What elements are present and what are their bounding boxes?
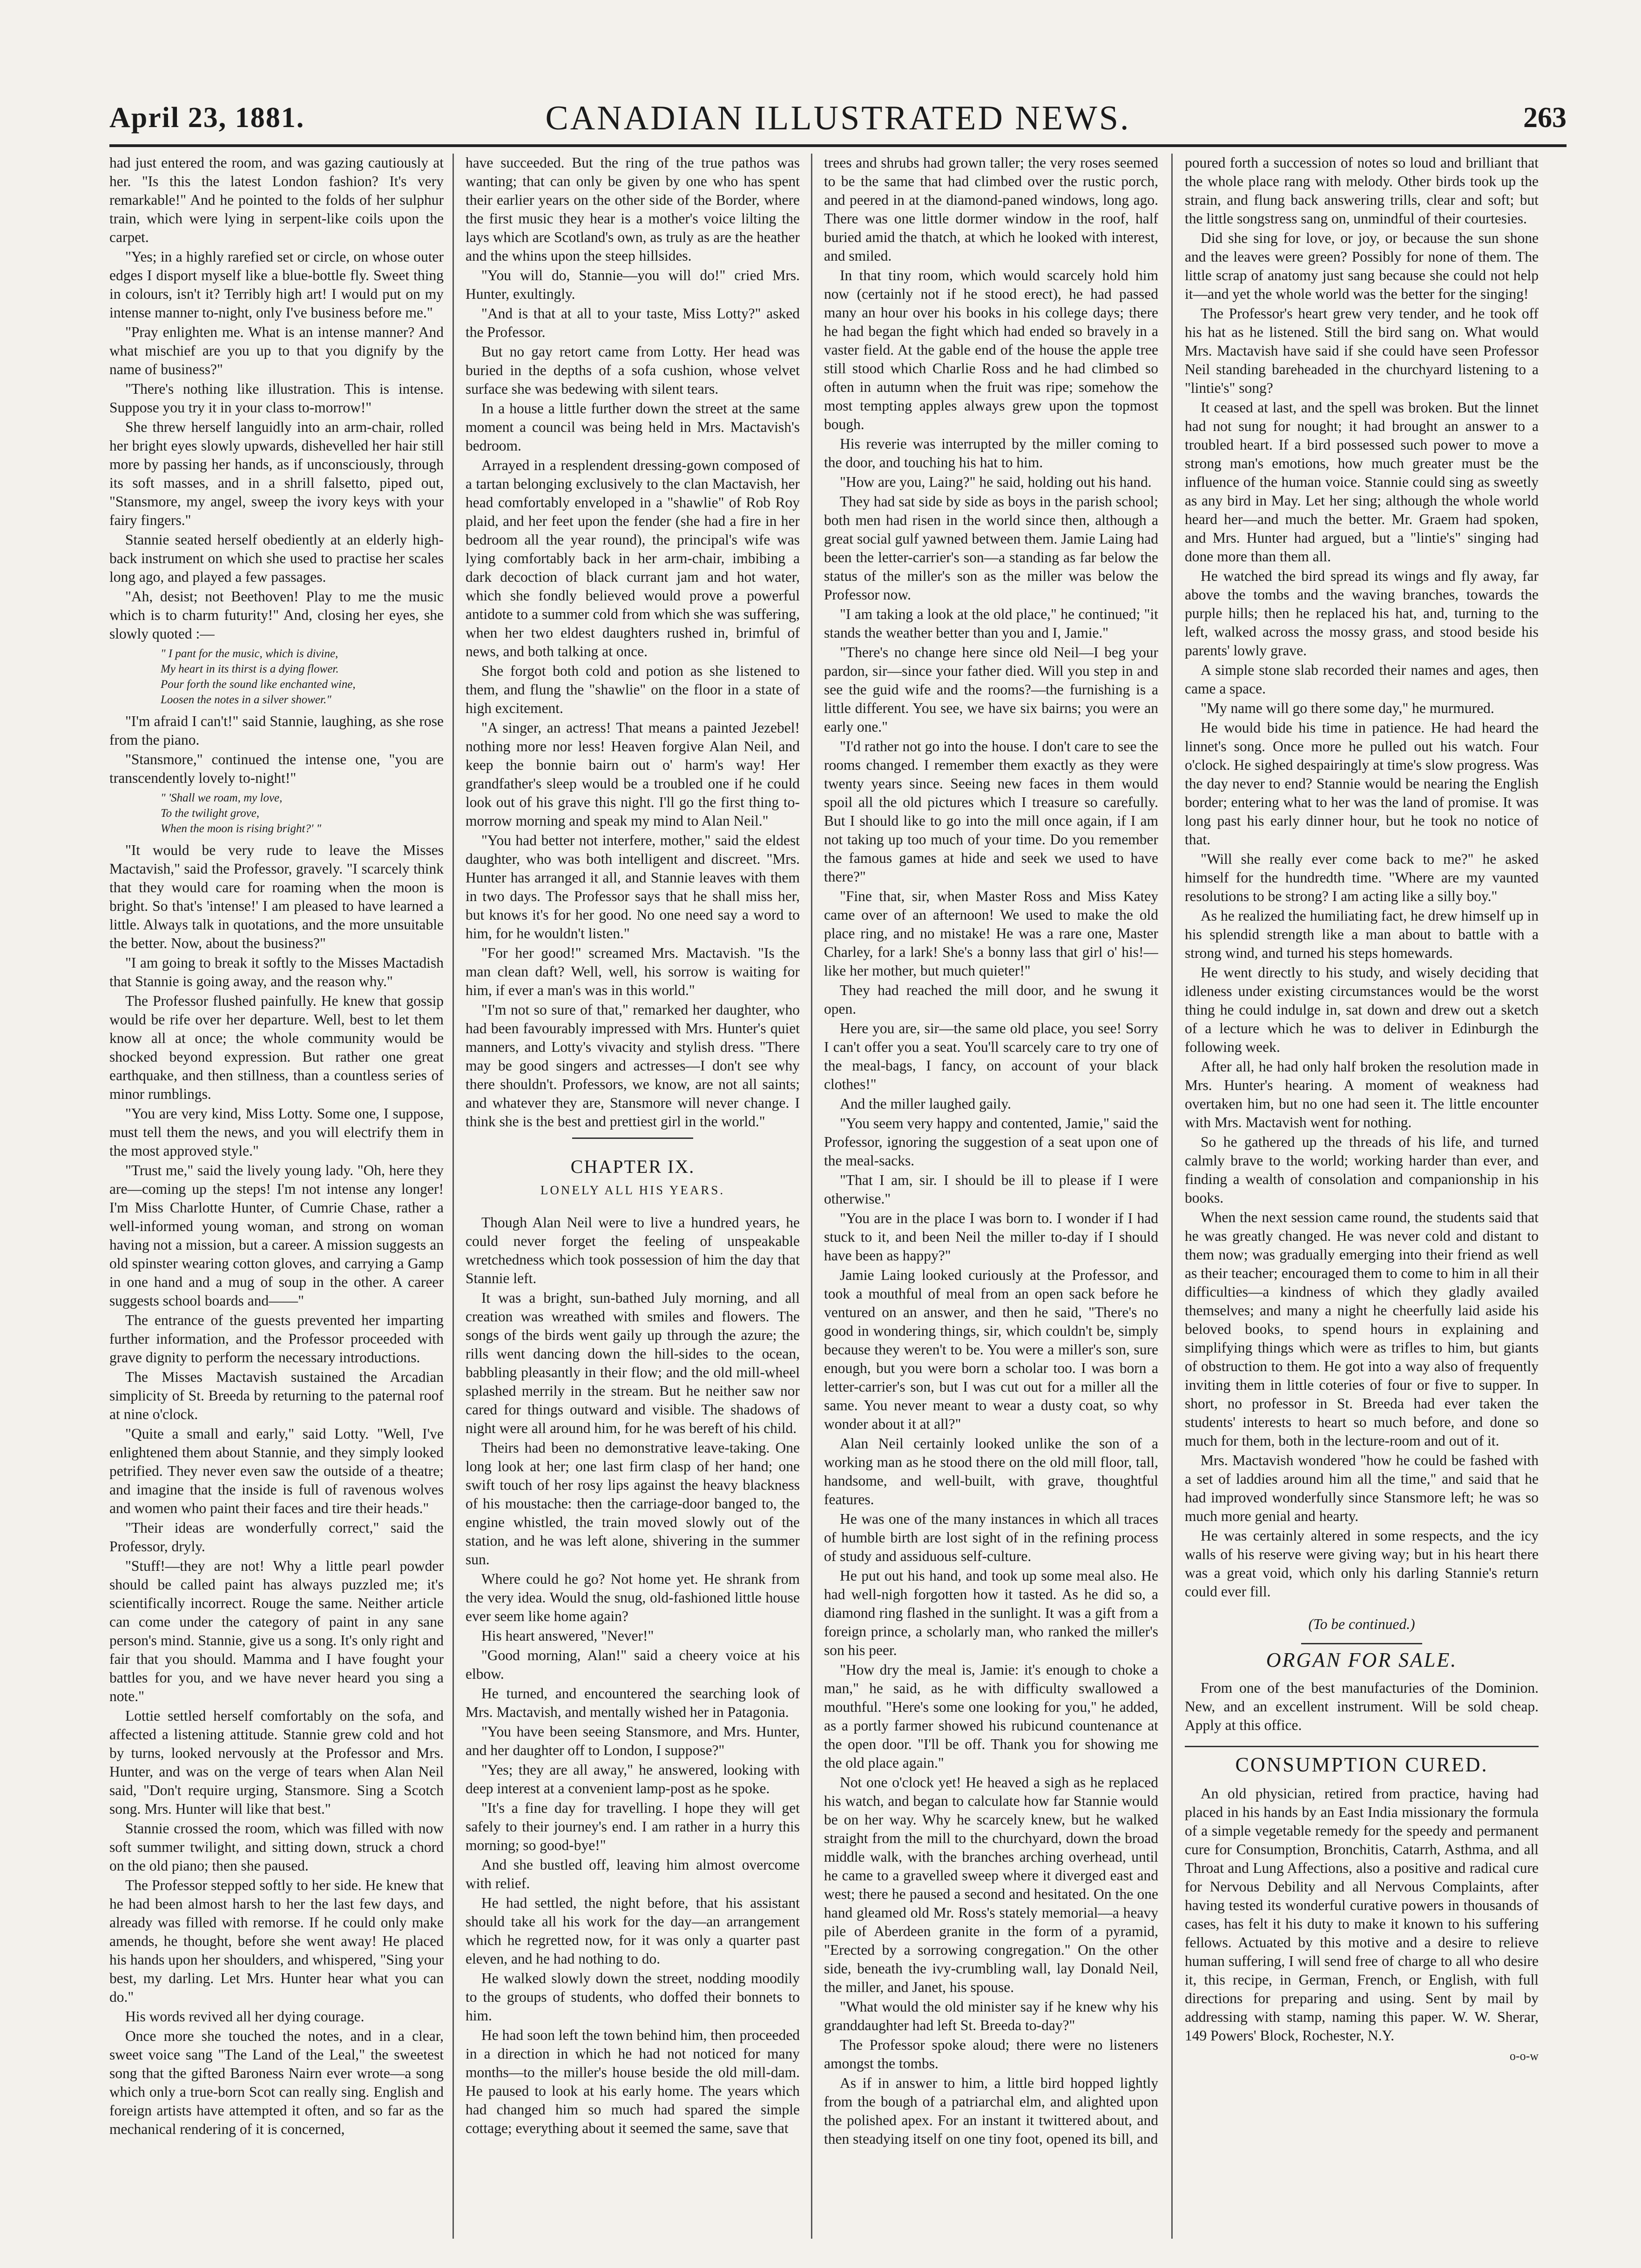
paragraph: Mrs. Mactavish wondered "how he could be fashed with a set of laddies around him all the time," and said that he had improved wonderfully since Stansmore left; he was so much more genial and hearty.: [1185, 1452, 1539, 1524]
paragraph: Where could he go? Not home yet. He shrank from the very idea. Would the snug, old-fashioned little house ever seem like home again?: [466, 1571, 800, 1624]
paragraph: "You seem very happy and contented, Jamie," said the Professor, ignoring the suggestion of a seat upon one of the meal-sacks.: [824, 1115, 1158, 1169]
paragraph: "Stuff!—they are not! Why a little pearl powder should be called paint has always puzzled me; it's scientifically incorrect. Rouge the same. Neither article can come under the category of paint in any sane person's mind. Stannie, give us a song. It's only right and fair that you should. Mamma and I have fought your battles for you, and we have never heard you sing a note.": [109, 1558, 444, 1704]
paragraph: have succeeded. But the ring of the true pathos was wanting; that can only be given by one who has spent their earlier years on the other side of the Border, where the first music they hear is a mother's voice lilting the lays which are Scotland's own, as truly as are the heather and the whins upon the steep hillsides.: [466, 155, 800, 264]
paragraph: But no gay retort came from Lotty. Her head was buried in the depths of a sofa cushion, whose velvet surface she was bedewing with silent tears.: [466, 343, 800, 397]
paragraph: Though Alan Neil were to live a hundred years, he could never forget the feeling of unspeakable wretchedness which took possession of him the day that Stannie left.: [466, 1214, 800, 1286]
paragraph: He would bide his time in patience. He had heard the linnet's song. Once more he pulled out his watch. Four o'clock. He sighed despairingly at time's slow progress. Was the day never to end? Stannie would be nearing the English border; entering what to her was the land of promise. It was long past his early dinner hour, but he took no notice of that.: [1185, 720, 1539, 848]
paragraph: Lottie settled herself comfortably on the sofa, and affected a listening attitude. Stannie grew cold and hot by turns, looked nervously at the Professor and Mrs. Hunter, and was on the verge of tears when Alan Neil said, "Don't require urging, Stansmore. Sing a Scotch song. Mrs. Hunter will like that best.": [109, 1708, 444, 1817]
paragraph: The Professor flushed painfully. He knew that gossip would be rife over her departure. Well, best to let them know all at once; the whole community would be shocked beyond expression. But rather one great earthquake, and then stillness, than a countless series of minor rumblings.: [109, 993, 444, 1102]
divider: [1301, 1643, 1422, 1644]
paragraph: She forgot both cold and potion as she listened to them, and flung the "shawlie" on the floor in a state of high excitement.: [466, 663, 800, 716]
paragraph: "Quite a small and early," said Lotty. "Well, I've enlightened them about Stannie, and they simply looked petrified. They never even saw the outside of a theatre; and imagine that the inside is full of ravenous wolves and women who paint their faces and tire their heads.": [109, 1426, 444, 1516]
paragraph: "You are in the place I was born to. I wonder if I had stuck to it, and been Neil the miller to-day if I should have been as happy?": [824, 1210, 1158, 1264]
to-be-continued: (To be continued.): [1308, 1616, 1415, 1632]
paragraph: In a house a little further down the street at the same moment a council was being held in Mrs. Mactavish's bedroom.: [466, 400, 800, 454]
organ-ad-text: From one of the best manufacturies of the Dominion. New, and an excellent instrument. Will be sold cheap. Apply at this office.: [1185, 1680, 1539, 1733]
paragraph: Arrayed in a resplendent dressing-gown composed of a tartan belonging exclusively to the clan Mactavish, her head comfortably enveloped in a "shawlie" of Rob Roy plaid, and her feet upon the fender (she had a fire in her bedroom all the year round), the principal's wife was lying comfortably back in her arm-chair, imbibing a dark decoction of black currant jam and hot water, which she fondly believed would prove a powerful antidote to a summer cold from which she was suffering, when her two eldest daughters rushed in, brimful of news, and both talking at once.: [466, 457, 800, 660]
paragraph: After all, he had only half broken the resolution made in Mrs. Hunter's hearing. A moment of weakness had overtaken him, but no one had seen it. The little encounter with Mrs. Mactavish went for nothing.: [1185, 1058, 1539, 1131]
paragraph: Here you are, sir—the same old place, you see! Sorry I can't offer you a seat. You'll scarcely care to try one of the meal-bags, I fancy, on account of your black clothes!": [824, 1020, 1158, 1092]
paragraph: "I am going to break it softly to the Misses Mactadish that Stannie is going away, and the reason why.": [109, 955, 444, 989]
paragraph: "Will she really ever come back to me?" he asked himself for the hundredth time. "Where are my vaunted resolutions to be strong? I am acting like a silly boy.": [1185, 851, 1539, 904]
paragraph: "I am taking a look at the old place," he continued; "it stands the weather better than you and I, Jamie.": [824, 606, 1158, 641]
paragraph: "For her good!" screamed Mrs. Mactavish. "Is the man clean daft? Well, well, his sorrow is waiting for him, if ever a man's was in this world.": [466, 945, 800, 998]
paragraph: She threw herself languidly into an arm-chair, rolled her bright eyes slowly upwards, dishevelled her hair still more by passing her hands, as if unconsciously, through its soft masses, and in a shrill falsetto, piped out, "Stansmore, my angel, sweep the ivory keys with your fairy fingers.": [109, 419, 444, 528]
paragraph: When the next session came round, the students said that he was greatly changed. He was never cold and distant to them now; was gradually emerging into their friend as well as their teacher; encouraged them to come to him in all their difficulties—a kindness of which they gladly availed themselves; and many a night he cheerfully laid aside his beloved books, to spend hours in explaining and simplifying things which were as trifles to him, but giants of obstruction to them. He got into a way also of frequently inviting them in little coteries of four or five to supper. In short, no professor in St. Breeda had ever taken the students' interests to heart so much before, and done so much for them, both in the lecture-room and out of it.: [1185, 1209, 1539, 1449]
divider: [572, 1137, 693, 1139]
paragraph: He turned, and encountered the searching look of Mrs. Mactavish, and mentally wished her in Patagonia.: [466, 1685, 800, 1720]
column-1: [109, 154, 444, 2239]
paragraph: So he gathered up the threads of his life, and turned calmly brave to the world; working harder than ever, and finding a wealth of consolation and companionship in his books.: [1185, 1134, 1539, 1206]
consumption-ad-text: An old physician, retired from practice, having had placed in his hands by an East India missionary the formula of a simple vegetable remedy for the speedy and permanent cure for Consumption, Bronchitis, Catarrh, Asthma, and all Throat and Lung Affections, also a positive and radical cure for Nervous Debility and all Nervous Complaints, after having tested its wonderful curative powers in thousands of cases, has felt it his duty to make it known to his suffering fellows. Actuated by this motive and a desire to relieve human suffering, I will send free of charge to all who desire it, this recipe, in German, French, or English, with full directions for preparing and using. Sent by mail by addressing with stamp, naming this paper. W. W. Sherar, 149 Powers' Block, Rochester, N.Y.: [1185, 1785, 1539, 2044]
paragraph: Once more she touched the notes, and in a clear, sweet voice sang "The Land of the Leal," the sweetest song that the gifted Baroness Nairn ever wrote—a song which only a true-born Scot can really sing. English and foreign artists have attempted it often, and so far as the mechanical rendering of it is concerned,: [109, 2028, 444, 2137]
consumption-ad-title: CONSUMPTION CURED.: [1235, 1753, 1488, 1776]
paragraph: His heart answered, "Never!": [481, 1628, 654, 1644]
paragraph: "You are very kind, Miss Lotty. Some one, I suppose, must tell them the news, and you will electrify them in the most approved style.": [109, 1105, 444, 1159]
column-3: [824, 154, 1158, 2239]
paragraph: Theirs had been no demonstrative leave-taking. One long look at her; one last firm clasp of her hand; one swift touch of her rosy lips against the heavy blackness of his moustache: then the carriage-door banged to, the engine whistled, the train moved slowly out of the station, and he was left alone, shivering in the summer sun.: [466, 1440, 800, 1568]
paragraph: As if in answer to him, a little bird hopped lightly from the bough of a patriarchal elm, and alighted upon the polished apex. For an instant it twittered about, and then steadying itself on one tiny foot, opened its bill, and: [824, 2075, 1158, 2147]
paragraph: The Professor's heart grew very tender, and he took off his hat as he listened. Still the bird sang on. What would Mrs. Mactavish have said if she could have seen Professor Neil standing bareheaded in the churchyard listening to a "lintie's" song?: [1185, 305, 1539, 396]
paragraph: "I'm afraid I can't!" said Stannie, laughing, as she rose from the piano.: [109, 713, 444, 748]
paragraph: And she bustled off, leaving him almost overcome with relief.: [466, 1857, 800, 1891]
column-rule: [811, 154, 812, 2239]
paragraph: His words revived all her dying courage.: [125, 2008, 365, 2025]
verse-line: My heart in its thirst is a dying flower.: [161, 663, 339, 675]
paragraph: Stannie crossed the room, which was filled with now soft summer twilight, and sitting down, struck a chord on the old piano; then she paused.: [109, 1820, 444, 1874]
paragraph: "Fine that, sir, when Master Ross and Miss Katey came over of an afternoon! We used to make the old place ring, and no mistake! He was a rare one, Master Charley, for a lark! She's a bonny lass that girl o' his!—like her mother, but much quieter!": [824, 888, 1158, 979]
column-4: [1185, 154, 1539, 2239]
paragraph: Not one o'clock yet! He heaved a sigh as he replaced his watch, and began to calculate how far Stannie would be on her way. Why he scarcely knew, but he walked straight from the mill to the churchyard, down the broad middle walk, with the branches arching overhead, until he came to a gravelled sweep where it diverged east and west; there he paused a second and hesitated. On the one hand gleamed old Mr. Ross's stately memorial—a heavy pile of Aberdeen granite in the form of a pyramid, "Erected by a sorrowing congregation." On the other side, beneath the ivy-crumbling wall, lay Donald Neil, the miller, and Janet, his spouse.: [824, 1774, 1158, 1995]
column-rule: [1171, 154, 1173, 2239]
paragraph: "A singer, an actress! That means a painted Jezebel! nothing more nor less! Heaven forgive Alan Neil, and keep the bonnie bairn out o' harm's way! Her grandfather's sleep would be a troubled one if he could look out of his grave this night. I'll go the first thing to-morrow morning and speak my mind to Alan Neil.": [466, 720, 800, 829]
paragraph: The entrance of the guests prevented her imparting further information, and the Professor proceeded with grave dignity to perform the necessary introductions.: [109, 1312, 444, 1366]
paragraph: "There's no change here since old Neil—I beg your pardon, sir—since your father died. Will you step in and see the guid wife and the rooms?—the furnishing is a little different. You see, we have six bairns; you were an early one.": [824, 644, 1158, 735]
paragraph: As he realized the humiliating fact, he drew himself up in his splendid strength like a man about to battle with a strong wind, and turned his steps homewards.: [1185, 908, 1539, 961]
paragraph: The Professor spoke aloud; there were no listeners amongst the tombs.: [824, 2037, 1158, 2072]
paragraph: They had sat side by side as boys in the parish school; both men had risen in the world since then, although a great social gulf yawned between them. Jamie Laing had been the letter-carrier's son—a standing as far below the status of the miller's son as the miller was below the Professor now.: [824, 493, 1158, 603]
organ-ad-title: ORGAN FOR SALE.: [1266, 1649, 1458, 1671]
issue-date: April 23, 1881.: [109, 102, 305, 134]
verse-line: " I pant for the music, which is divine,: [161, 647, 338, 660]
paragraph: Stannie seated herself obediently at an elderly high-back instrument on which she used to practise her scales long ago, and played a few passages.: [109, 532, 444, 585]
chapter-subtitle: LONELY ALL HIS YEARS.: [540, 1183, 725, 1197]
paragraph: "What would the old minister say if he knew why his granddaughter had left St. Breeda to-day?": [824, 1999, 1158, 2033]
paragraph: "You have been seeing Stansmore, and Mrs. Hunter, and her daughter off to London, I suppose?": [466, 1723, 800, 1758]
paragraph: He walked slowly down the street, nodding moodily to the groups of students, who doffed their bonnets to him.: [466, 1970, 800, 2024]
paragraph: poured forth a succession of notes so loud and brilliant that the whole place rang with melody. Other birds took up the strain, and flung back answering trills, clear and soft; but the little songstress sang on, unmindful of their courtesies.: [1185, 155, 1539, 227]
paragraph: "I'm not so sure of that," remarked her daughter, who had been favourably impressed with Mrs. Hunter's quiet manners, and Lotty's vivacity and stylish dress. "There may be good singers and actresses—I don't see why there shouldn't. Professors, we know, are not all saints; and whatever they are, Stansmore will never change. I think she is the best and prettiest girl in the world.": [466, 1002, 800, 1130]
paragraph: And the miller laughed gaily.: [840, 1096, 1011, 1112]
paragraph: "Pray enlighten me. What is an intense manner? And what mischief are you up to that you dignify by the name of business?": [109, 324, 444, 377]
paragraph: He went directly to his study, and wisely deciding that idleness under existing circumstances would be the worst thing he could indulge in, sat down and drew out a sketch of a lecture which he was to deliver in Edinburgh the following week.: [1185, 964, 1539, 1055]
verse-line: To the twilight grove,: [161, 807, 260, 820]
paragraph: It ceased at last, and the spell was broken. But the linnet had not sung for nought; it had brought an answer to a troubled heart. If a bird possessed such power to move a strong man's emotions, how much greater must be the influence of the human voice. Stannie could sing as sweetly as any bird in May. Let her sing; although the whole world heard her—and much the better. Mr. Graem had spoken, and Mrs. Hunter had argued, but a "lintie's" singing had done more than them all.: [1185, 399, 1539, 565]
paragraph: Alan Neil certainly looked unlike the son of a working man as he stood there on the old mill floor, tall, handsome, and well-built, with grave, thoughtful features.: [824, 1435, 1158, 1508]
verse-line: Pour forth the sound like enchanted wine,: [161, 678, 356, 691]
column-rule: [452, 154, 454, 2239]
paragraph: "Ah, desist; not Beethoven! Play to me the music which is to charm futurity!" And, closing her eyes, she slowly quoted :—: [109, 588, 444, 642]
paragraph: "There's nothing like illustration. This is intense. Suppose you try it in your class to-morrow!": [109, 381, 444, 416]
paragraph: had just entered the room, and was gazing cautiously at her. "Is this the latest London fashion? It's very remarkable!" And he pointed to the folds of her sulphur train, which were lying in serpent-like coils upon the carpet.: [109, 155, 444, 245]
paragraph: "How dry the meal is, Jamie: it's enough to choke a man," he said, as he with difficulty swallowed a mouthful. "Here's some one looking for you," he added, as a portly farmer showed his rubicund countenance at the open door. "I'll be off. Thank you for showing me the old place again.": [824, 1662, 1158, 1771]
paragraph: "Stansmore," continued the intense one, "you are transcendently lovely to-night!": [109, 751, 444, 786]
paragraph: "Trust me," said the lively young lady. "Oh, here they are—coming up the steps! I'm not intense any longer! I'm Miss Charlotte Hunter, of Cumrie Chase, rather a well-informed young woman, and strong on woman having not a mission, but a career. A mission suggests an old spinster wearing cotton gloves, and carrying a Gamp in one hand and a mug of soup in the other. A career suggests school boards and——": [109, 1162, 444, 1309]
paragraph: They had reached the mill door, and he swung it open.: [824, 982, 1158, 1017]
chapter-heading: CHAPTER IX.: [570, 1156, 695, 1177]
paragraph: "It's a fine day for travelling. I hope they will get safely to their journey's end. I am rather in a hurry this morning; so good-bye!": [466, 1800, 800, 1853]
paragraph: trees and shrubs had grown taller; the very roses seemed to be the same that had climbed over the rustic porch, and peered in at the diamond-paned windows, long ago. There was one little dormer window in the roof, half buried amid the thatch, at which he looked with interest, and smiled.: [824, 155, 1158, 264]
paragraph: "Yes; they are all away," he answered, looking with deep interest at a convenient lamp-post as he spoke.: [466, 1762, 800, 1797]
divider: [1185, 1746, 1539, 1747]
verse-line: When the moon is rising bright?' ": [161, 822, 322, 835]
paragraph: He watched the bird spread its wings and fly away, far above the tombs and the waving branches, towards the purple hills; then he replaced his hat, and, turning to the left, walked across the mossy grass, and stood beside his parents' lowly grave.: [1185, 568, 1539, 659]
paragraph: He had settled, the night before, that his assistant should take all his work for the day—an arrangement which he regretted now, for it was only a quarter past eleven, and he had nothing to do.: [466, 1895, 800, 1967]
paragraph: "It would be very rude to leave the Misses Mactavish," said the Professor, gravely. "I scarcely think that they would care for roaming when the moon is bright. So that's 'intense!' I am pleased to have learned a little. Always talk in quotations, and the more unsuitable the better. Now, about the business?": [109, 842, 444, 951]
paragraph: "How are you, Laing?" he said, holding out his hand.: [840, 474, 1152, 490]
paragraph: Jamie Laing looked curiously at the Professor, and took a mouthful of meal from an open sack before he ventured on an answer, and then he said, "There's no good in wondering things, sir, which couldn't be, simply because they weren't to be. You were a miller's son, sure enough, but you were born a scholar too. I was born a letter-carrier's son, but I was cut out for a miller all the same. You never meant to wear a dusty coat, so why wonder about it at all?": [824, 1267, 1158, 1432]
page-header: [109, 93, 1567, 147]
paragraph: "That I am, sir. I should be ill to please if I were otherwise.": [824, 1172, 1158, 1207]
paragraph: "And is that at all to your taste, Miss Lotty?" asked the Professor.: [466, 305, 800, 340]
paragraph: He had soon left the town behind him, then proceeded in a direction in which he had not noticed for many months—to the miller's house beside the old mill-dam. He paused to look at his early home. The years which had changed him so much had spared the simple cottage; everything about it seemed the same, save that: [466, 2027, 800, 2136]
paragraph: It was a bright, sun-bathed July morning, and all creation was wreathed with smiles and flowers. The songs of the birds went gaily up through the azure; the rills went dancing down the hill-sides to the ocean, babbling pleasantly in their flow; and the old mill-wheel splashed merrily in the stream. But he neither saw nor cared for things outward and visible. The shadows of night were all around him, for he was bereft of his child.: [466, 1290, 800, 1436]
verse-line: Loosen the notes in a silver shower.": [161, 693, 331, 706]
page-number: 263: [1523, 102, 1567, 134]
paragraph: The Professor stepped softly to her side. He knew that he had been almost harsh to her the last few days, and already was filled with remorse. If he could only make amends, he thought, before she went away! He placed his hands upon her shoulders, and whispered, "Sing your best, my darling. Let Mrs. Hunter hear what you can do.": [109, 1877, 444, 2005]
verse-line: " 'Shall we roam, my love,: [161, 792, 283, 804]
paragraph: He put out his hand, and took up some meal also. He had well-nigh forgotten how it tasted. As he did so, a diamond ring flashed in the sunlight. It was a gift from a foreign prince, a scholarly man, who ranked the miller's son his peer.: [824, 1568, 1158, 1658]
paragraph: "You had better not interfere, mother," said the eldest daughter, who was both intelligent and discreet. "Mrs. Hunter has arranged it all, and Stannie leaves with them in two days. The Professor says that he shall miss her, but knows it's for her good. No one need say a word to him, for he wouldn't listen.": [466, 832, 800, 942]
paragraph: The Misses Mactavish sustained the Arcadian simplicity of St. Breeda by returning to the paternal roof at nine o'clock.: [109, 1369, 444, 1422]
paragraph: He was certainly altered in some respects, and the icy walls of his reserve were giving way; but in his heart there was a great void, which only his darling Stannie's return could ever fill.: [1185, 1528, 1539, 1600]
verse-quote: [161, 790, 444, 836]
paragraph: "Good morning, Alan!" said a cheery voice at his elbow.: [466, 1647, 800, 1682]
paragraph: "Their ideas are wonderfully correct," said the Professor, dryly.: [109, 1520, 444, 1555]
ad-code: o-o-w: [1509, 2049, 1539, 2063]
paragraph: In that tiny room, which would scarcely hold him now (certainly not if he stood erect), he had passed many an hour over his books in his college days; there he had began the fight which had ended so bravely in a vaster field. At the gable end of the house the apple tree still stood which Charlie Ross and he had climbed so often in autumn when the fruit was ripe; somehow the most tempting apples always grew upon the topmost bough.: [824, 267, 1158, 432]
paragraph: He was one of the many instances in which all traces of humble birth are lost sight of in the refining process of study and assiduous self-culture.: [824, 1511, 1158, 1564]
verse-quote: [161, 646, 444, 707]
masthead-title: CANADIAN ILLUSTRATED NEWS.: [545, 99, 1131, 137]
paragraph: Did she sing for love, or joy, or because the sun shone and the leaves were green? Possibly for none of them. The little scrap of anatomy just sang because she could not help it—and yet the whole world was the better for the singing!: [1185, 230, 1539, 302]
paragraph: A simple stone slab recorded their names and ages, then came a space.: [1185, 662, 1539, 697]
paragraph: "My name will go there some day," he murmured.: [1201, 700, 1494, 716]
paragraph: "Yes; in a highly rarefied set or circle, on whose outer edges I disport myself like a blue-bottle fly. Sweet thing in colours, isn't it? Terribly high art! I would put on my intense manner to-night, only I've business before me.": [109, 249, 444, 321]
column-2: [466, 154, 800, 2239]
paragraph: "You will do, Stannie—you will do!" cried Mrs. Hunter, exultingly.: [466, 267, 800, 302]
paragraph: His reverie was interrupted by the miller coming to the door, and touching his hat to him.: [824, 436, 1158, 471]
paragraph: "I'd rather not go into the house. I don't care to see the rooms changed. I remember them exactly as they were twenty years since. Seeing new faces in them would spoil all the old pictures which I treasure so carefully. But I should like to go into the mill once again, if I am not taking up too much of your time. Do you remember the famous games at hide and seek we used to have there?": [824, 738, 1158, 885]
